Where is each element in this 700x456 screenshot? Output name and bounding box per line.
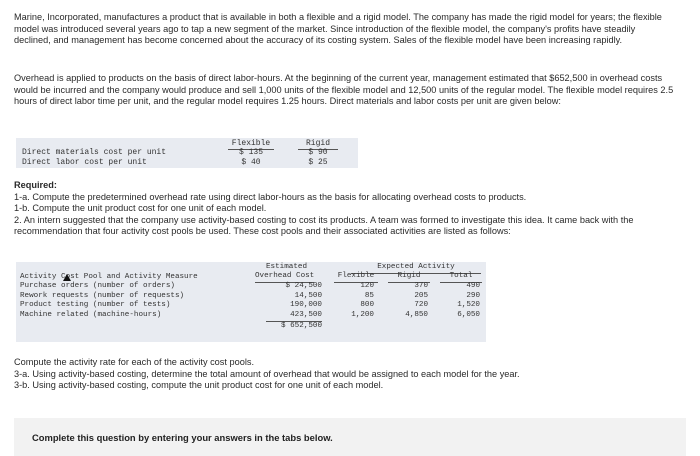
row-label-materials: Direct materials cost per unit xyxy=(22,148,167,157)
col-header-flexible: Flexible xyxy=(334,272,378,283)
required-item-2: 2. An intern suggested that the company use activity-based costing to cost its products. A team was formed to investigate this idea. It came back with the recommendation that four activity cost pools be used. These cost pools and their associated activities are listed as follows: xyxy=(14,214,634,237)
row-label-testing: Product testing (number of tests) xyxy=(20,301,171,310)
cost-testing: 190,000 xyxy=(290,301,322,310)
materials-rigid: $ 90 xyxy=(308,148,328,157)
header-estimated: Estimated xyxy=(266,263,308,271)
flexible-purchase: 120 xyxy=(360,282,374,290)
cost-machine: 423,500 xyxy=(290,310,322,319)
required-item-1b: 1-b. Compute the unit product cost for one unit of each model. xyxy=(14,203,267,214)
cost-rework: 14,500 xyxy=(294,291,322,300)
labor-flexible: $ 40 xyxy=(241,157,261,167)
required-title: Required: xyxy=(14,180,57,190)
flexible-rework: 85 xyxy=(364,291,374,300)
col-header-rigid: Rigid xyxy=(388,272,430,283)
total-overhead-cost: $ 652,500 xyxy=(266,321,322,332)
task-activity-rate: Compute the activity rate for each of the activity cost pools. xyxy=(14,357,255,367)
col-header-total: Total xyxy=(440,272,482,283)
task-3b: 3-b. Using activity-based costing, compute the unit product cost for one unit of each model. xyxy=(14,380,384,391)
cost-purchase: $ 24,500 xyxy=(285,282,322,290)
activity-cost-table xyxy=(16,262,486,342)
flexible-testing: 800 xyxy=(360,301,374,310)
col-header-overhead-cost: Overhead Cost xyxy=(255,272,314,283)
total-testing: 1,520 xyxy=(457,301,480,310)
labor-rigid: $ 25 xyxy=(308,157,328,167)
mouse-cursor-icon xyxy=(63,274,71,281)
total-machine: 6,050 xyxy=(457,310,480,319)
materials-flexible: $ 135 xyxy=(238,148,263,157)
tasks-section xyxy=(14,357,674,392)
required-item-1a: 1-a. Compute the predetermined overhead rate using direct labor-hours as the basis for allocating overhead costs to products. xyxy=(14,191,527,202)
rigid-machine: 4,850 xyxy=(405,310,428,319)
row-label-machine: Machine related (machine-hours) xyxy=(20,310,162,319)
answer-tabs-panel xyxy=(14,418,686,456)
total-rework: 290 xyxy=(466,291,480,300)
rigid-testing: 720 xyxy=(414,301,428,310)
answer-instruction: Complete this question by entering your answers in the tabs below. xyxy=(32,432,333,443)
row-label-purchase: Purchase orders (number of orders) xyxy=(20,282,175,290)
header-expected-activity: Expected Activity xyxy=(351,263,481,274)
required-section xyxy=(14,180,674,238)
total-purchase: 490 xyxy=(466,282,480,290)
intro-paragraph: Marine, Incorporated, manufactures a product that is available in both a flexible and a rigid model. The company has made the rigid model for years; the flexible model was introduced several years ago to tap a new segment of the market. Since introduction of the flexible model, the company's profits have steadily declined, and management has become concerned about the accuracy of its costing system. Sales of the flexible model have been increasing rapidly. xyxy=(14,12,662,46)
row-label-rework: Rework requests (number of requests) xyxy=(20,291,185,300)
overhead-paragraph: Overhead is applied to products on the basis of direct labor-hours. At the beginning of the current year, management estimated that $652,500 in overhead costs would be incurred and the company would produce and sell 1,000 units of the flexible model and 12,500 units of the regular model. The flexible model requires 2.5 hours of direct labor time per unit, and the regular model requires 1.25 hours. Direct materials and labor costs per unit are given below: xyxy=(14,73,674,107)
col-header-rigid: Rigid xyxy=(298,139,338,150)
unit-cost-table xyxy=(16,138,358,168)
rigid-rework: 205 xyxy=(414,291,428,300)
rigid-purchase: 370 xyxy=(414,282,428,290)
flexible-machine: 1,200 xyxy=(351,310,374,319)
col-header-flexible: Flexible xyxy=(228,139,274,150)
task-3a: 3-a. Using activity-based costing, determine the total amount of overhead that would be assigned to each model for the year. xyxy=(14,368,520,379)
row-label-labor: Direct labor cost per unit xyxy=(22,157,147,167)
col-header-activity: Activity Cost Pool and Activity Measure xyxy=(20,273,198,281)
